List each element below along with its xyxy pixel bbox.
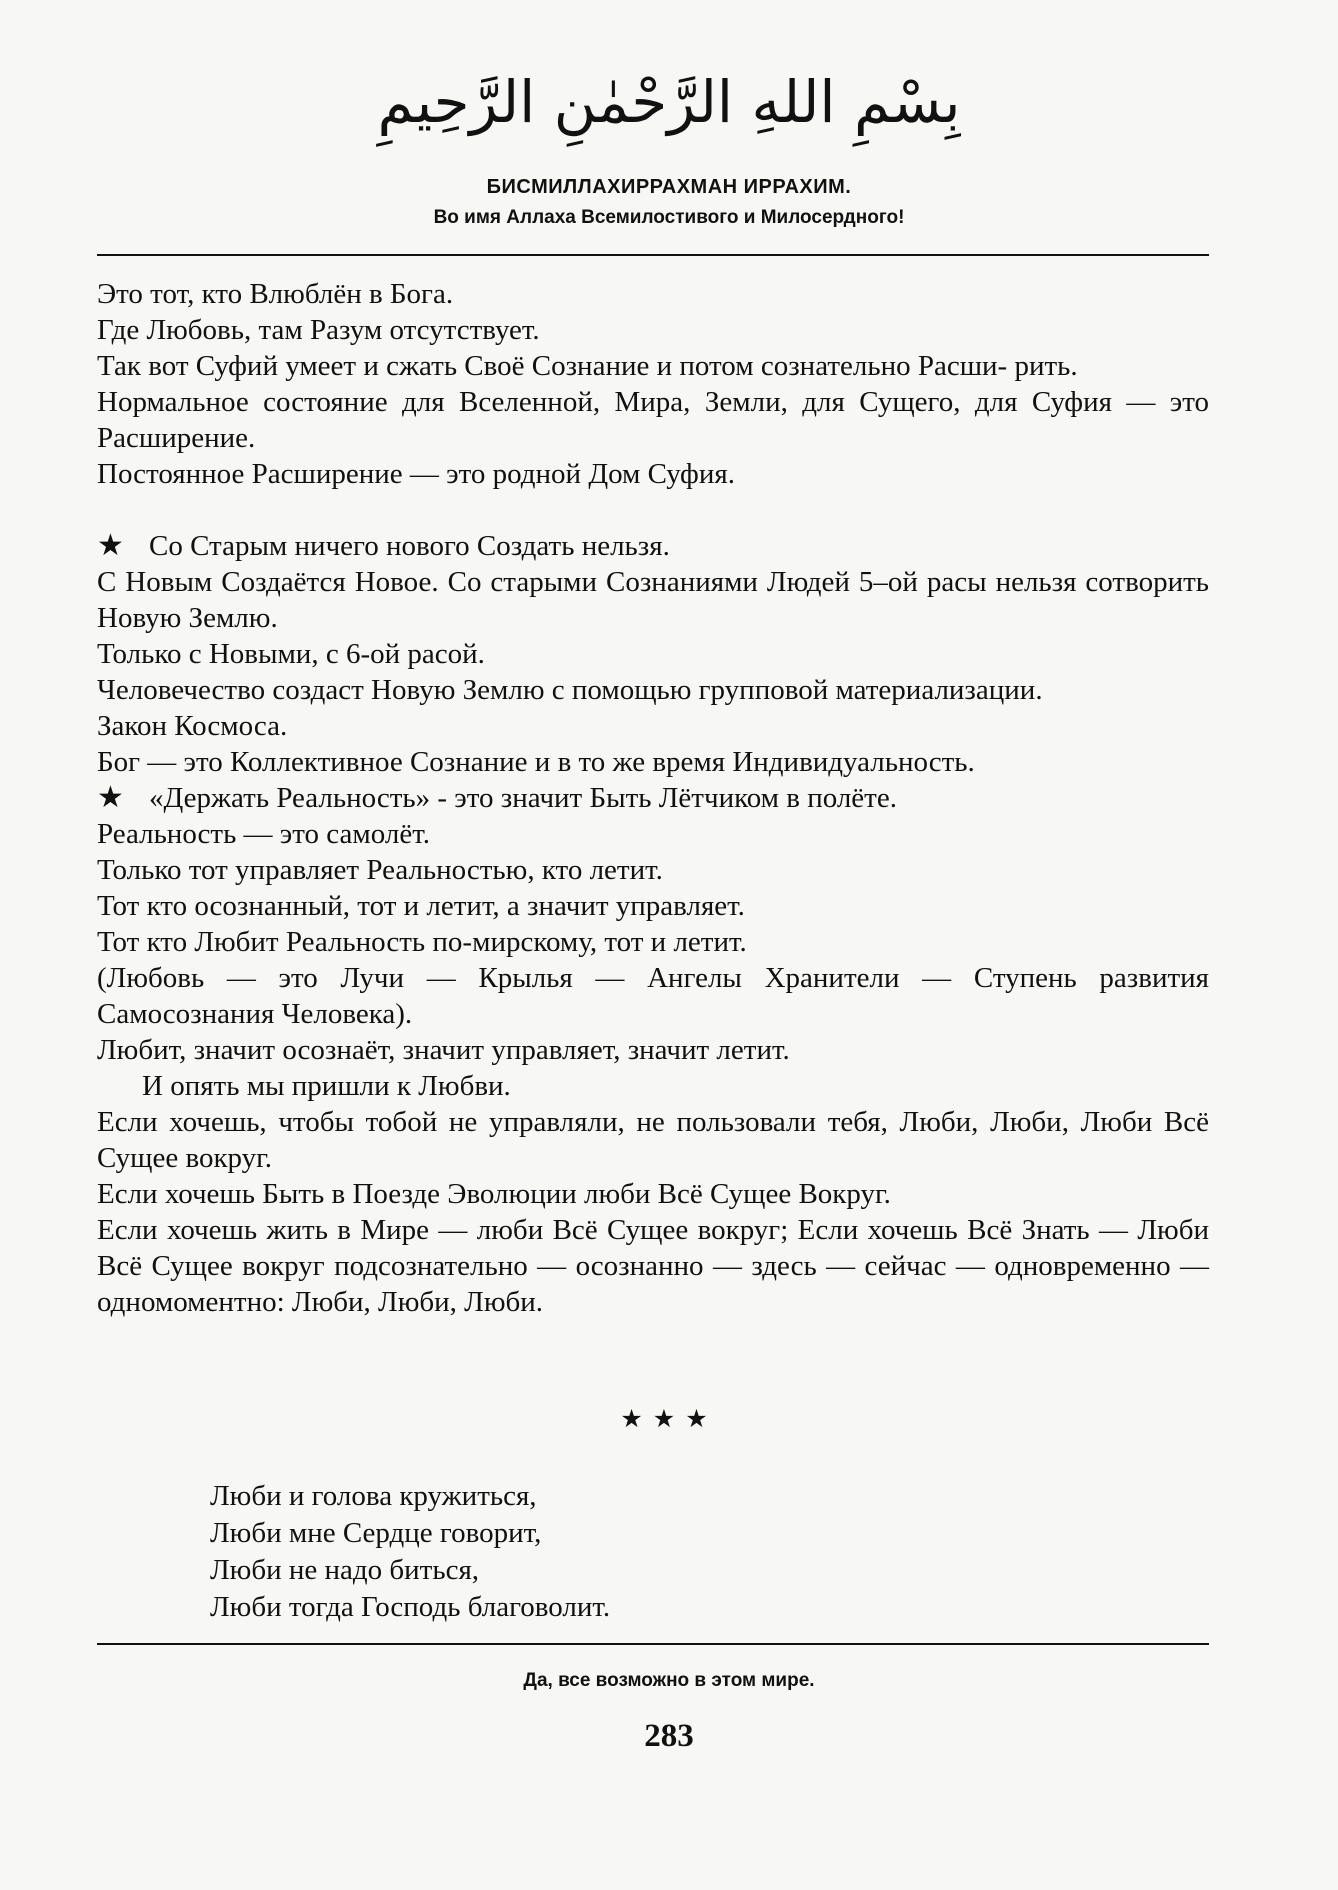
poem-line: Люби не надо биться, (210, 1554, 480, 1586)
poem-line: Люби и голова кружиться, (210, 1480, 537, 1512)
poem (210, 1478, 610, 1626)
paragraph: Так вот Суфий умеет и сжать Своё Сознание и потом сознательно Расши- рить. (97, 350, 1078, 382)
paragraph: Только тот управляет Реальностью, кто летит. (97, 854, 663, 886)
paragraph: (Любовь — это Лучи — Крылья — Ангелы Хранители — Ступень развития Самосознания Человека). (97, 962, 1209, 1030)
paragraph: Если хочешь, чтобы тобой не управляли, не пользовали тебя, Люби, Люби, Люби Всё Сущее вокруг. (97, 1106, 1209, 1174)
paragraph: Если хочешь жить в Мире — люби Всё Сущее вокруг; Если хочешь Всё Знать — Люби Всё Сущее вокруг подсознательно — осознанно — здесь — сейчас — одновременно — одномоментно: Люби, Люби, Люби. (97, 1214, 1209, 1318)
footer-quote: Да, все возможно в этом мире. (523, 1670, 815, 1691)
paragraph: Только с Новыми, с 6-ой расой. (97, 638, 485, 670)
bismillah-calligraphy: بِسْمِ اللهِ الرَّحْمٰنِ الرَّحِيمِ (377, 68, 961, 136)
paragraph: Нормальное состояние для Вселенной, Мира, Земли, для Сущего, для Суфия — это Расширение. (97, 386, 1209, 454)
paragraph: Человечество создаст Новую Землю с помощью групповой материализации. (97, 674, 1043, 706)
star-paragraph (97, 528, 1209, 564)
top-divider (97, 254, 1209, 256)
star-paragraph (97, 780, 1209, 816)
paragraph: Тот кто осознанный, тот и летит, а значит управляет. (97, 890, 745, 922)
paragraph: Закон Космоса. (97, 710, 288, 742)
paragraph-text: Со Старым ничего нового Создать нельзя. (149, 530, 670, 562)
star-icon: ★ (97, 529, 124, 562)
paragraph: И опять мы пришли к Любви. (142, 1070, 511, 1102)
paragraph: Бог — это Коллективное Сознание и в то же время Индивидуальность. (97, 746, 975, 778)
poem-line: Люби тогда Господь благоволит. (210, 1591, 611, 1623)
header-subtitle: Во имя Аллаха Всемилостивого и Милосердного! (433, 207, 905, 228)
paragraph-text: «Держать Реальность» - это значит Быть Лётчиком в полёте. (149, 782, 897, 814)
paragraph: С Новым Создаётся Новое. Со старыми Сознаниями Людей 5–ой расы нельзя сотворить Новую Землю. (97, 566, 1209, 634)
stars-separator: ★★★ (620, 1404, 718, 1433)
paragraph: Это тот, кто Влюблён в Бога. (97, 278, 454, 310)
paragraph: Если хочешь Быть в Поезде Эволюции люби Всё Сущее Вокруг. (97, 1178, 891, 1210)
paragraph: Постоянное Расширение — это родной Дом Суфия. (97, 458, 735, 490)
page-number: 283 (644, 1718, 694, 1754)
paragraph: Любит, значит осознаёт, значит управляет, значит летит. (97, 1034, 790, 1066)
star-icon: ★ (97, 781, 124, 814)
paragraph: Тот кто Любит Реальность по-мирскому, тот и летит. (97, 926, 747, 958)
poem-line: Люби мне Сердце говорит, (210, 1517, 542, 1549)
bottom-divider (97, 1643, 1209, 1645)
paragraph: Где Любовь, там Разум отсутствует. (97, 314, 540, 346)
paragraph: Реальность — это самолёт. (97, 818, 430, 850)
header-title: БИСМИЛЛАХИРРАХМАН ИРРАХИМ. (486, 176, 852, 198)
body-text (97, 276, 1209, 1320)
